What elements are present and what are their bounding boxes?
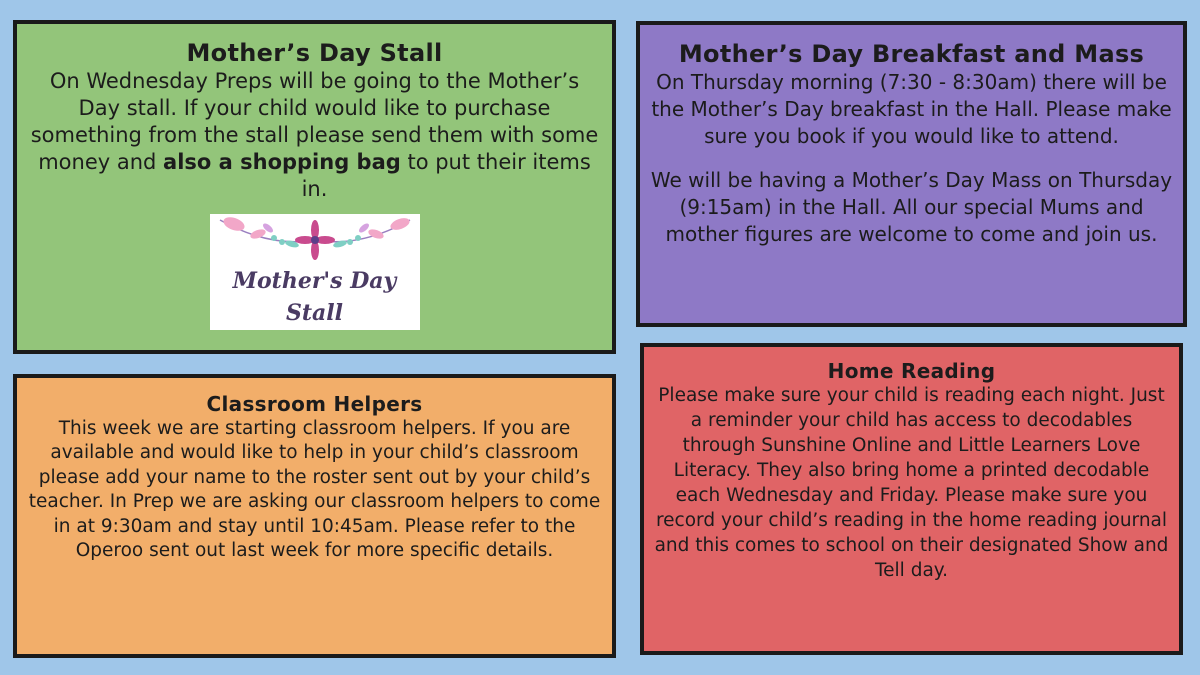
reading-title: Home Reading — [827, 359, 996, 383]
breakfast-paragraph-1: On Thursday morning (7:30 - 8:30am) there will be the Mother’s Day breakfast in the Hall. Please make sure you book if you would like to attend. — [651, 70, 1172, 149]
mothers-day-stall-logo — [210, 214, 420, 330]
classroom-helpers-card — [13, 374, 616, 658]
stall-text-part-2: to put their items in. — [301, 149, 591, 201]
stall-title: Mother’s Day Stall — [186, 39, 443, 67]
logo-text-line1: Mother's Day — [232, 268, 397, 295]
breakfast-title: Mother’s Day Breakfast and Mass — [678, 40, 1145, 68]
helpers-paragraph: This week we are starting classroom helpers. If you are available and would like to help in your child’s classroom please add your name to the roster sent out by your child’s teacher. In Prep we are asking our classroom helpers to come in at 9:30am and stay until 10:45am. Please refer to the Operoo sent out last week for more specific details. — [28, 418, 601, 562]
reading-paragraph: Please make sure your child is reading each night. Just a reminder your child has access to decodables through Sunshine Online and Little Learners Love Literacy. They also bring home a printed decodable each Wednesday and Friday. Please make sure you record your child’s reading in the home reading journal and this comes to school on their designated Show and Tell day. — [654, 385, 1169, 581]
stall-text-part-1: On Wednesday Preps will be going to the Mother’s Day stall. If your child would like to purchase something from the stall please send them with some money and — [30, 69, 599, 174]
logo-text-line2: Stall — [285, 300, 344, 327]
breakfast-and-mass-card — [636, 21, 1187, 327]
home-reading-card — [640, 343, 1183, 655]
breakfast-paragraph-2: We will be having a Mother’s Day Mass on Thursday (9:15am) in the Hall. All our special Mums and mother figures are welcome to come and join us. — [650, 167, 1173, 246]
stall-text-bold: also a shopping bag — [163, 149, 401, 174]
stall-text — [27, 68, 602, 202]
mothers-day-stall-card — [13, 20, 616, 354]
helpers-title: Classroom Helpers — [206, 392, 423, 416]
